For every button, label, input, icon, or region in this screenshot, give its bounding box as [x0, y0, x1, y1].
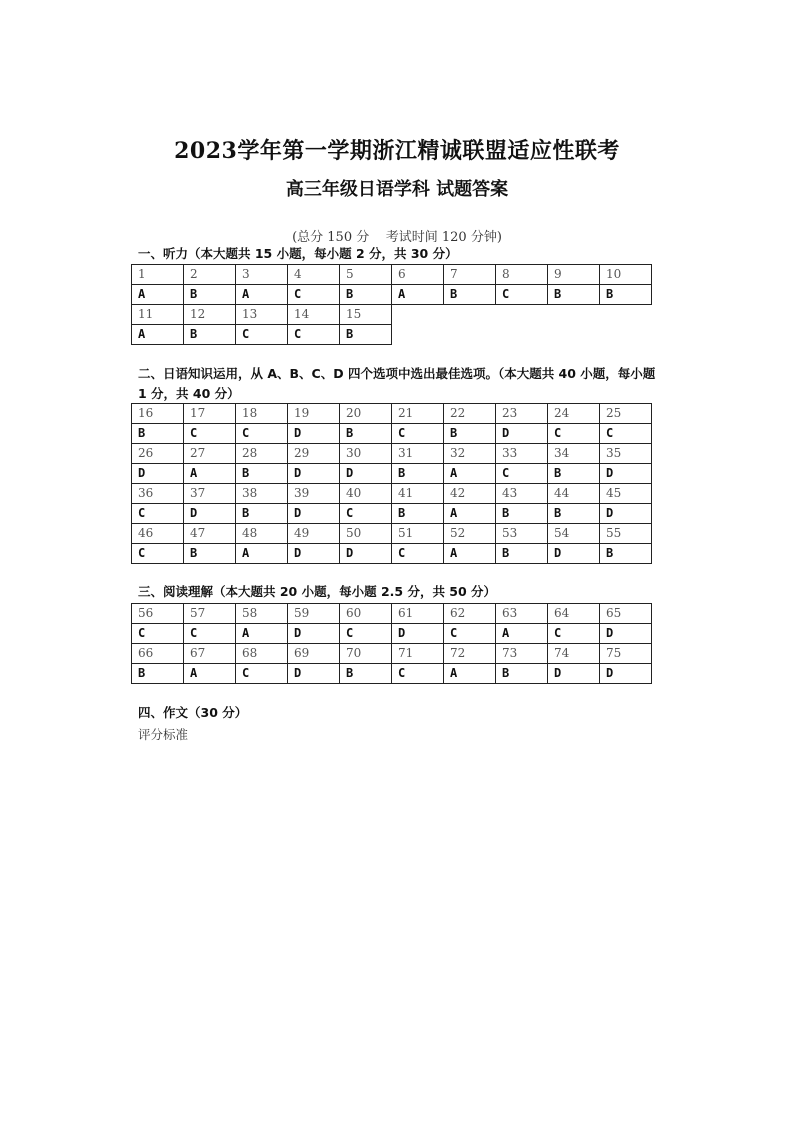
answer-cell: B [496, 504, 548, 524]
section-1-answer-table [131, 264, 652, 345]
answer-cell: A [184, 664, 236, 684]
question-number-cell: 67 [184, 644, 236, 664]
question-number-cell: 52 [444, 524, 496, 544]
answer-cell: B [340, 285, 392, 305]
answer-cell: C [288, 285, 340, 305]
question-number-cell: 18 [236, 404, 288, 424]
answer-cell: B [600, 544, 652, 564]
section-3-heading: 三、阅读理解（本大题共 20 小题，每小题 2.5 分，共 50 分） [138, 584, 497, 599]
answer-cell: D [288, 544, 340, 564]
question-number-cell: 8 [496, 265, 548, 285]
answer-row [132, 664, 652, 684]
question-number-cell: 49 [288, 524, 340, 544]
answer-cell: C [236, 424, 288, 444]
question-number-cell: 26 [132, 444, 184, 464]
question-number-row [132, 604, 652, 624]
answer-cell: D [340, 544, 392, 564]
question-number-cell: 34 [548, 444, 600, 464]
question-number-cell: 3 [236, 265, 288, 285]
answer-cell: D [288, 624, 340, 644]
question-number-cell: 6 [392, 265, 444, 285]
empty-cell [548, 325, 600, 345]
answer-cell: C [184, 424, 236, 444]
empty-cell [444, 305, 496, 325]
answer-cell: D [600, 464, 652, 484]
answer-cell: D [392, 624, 444, 644]
question-number-cell: 33 [496, 444, 548, 464]
answer-cell: B [600, 285, 652, 305]
question-number-row [132, 305, 652, 325]
answer-row [132, 624, 652, 644]
answer-cell: B [184, 325, 236, 345]
answer-cell: D [132, 464, 184, 484]
answer-cell: B [392, 464, 444, 484]
question-number-cell: 31 [392, 444, 444, 464]
answer-cell: B [340, 664, 392, 684]
empty-cell [392, 325, 444, 345]
answer-cell: C [132, 504, 184, 524]
question-number-cell: 29 [288, 444, 340, 464]
question-number-cell: 65 [600, 604, 652, 624]
section-3-answer-table [131, 603, 652, 684]
empty-cell [392, 305, 444, 325]
answer-cell: D [184, 504, 236, 524]
answer-cell: B [132, 664, 184, 684]
answer-cell: A [444, 664, 496, 684]
document-title: 2023学年第一学期浙江精诚联盟适应性联考 [174, 138, 620, 164]
question-number-row [132, 265, 652, 285]
question-number-row [132, 404, 652, 424]
answer-cell: B [236, 464, 288, 484]
question-number-cell: 59 [288, 604, 340, 624]
empty-cell [600, 325, 652, 345]
question-number-cell: 61 [392, 604, 444, 624]
question-number-cell: 73 [496, 644, 548, 664]
scoring-criteria-text: 评分标准 [138, 727, 189, 742]
answer-cell: B [236, 504, 288, 524]
question-number-cell: 9 [548, 265, 600, 285]
question-number-cell: 64 [548, 604, 600, 624]
answer-cell: D [600, 664, 652, 684]
answer-cell: D [548, 664, 600, 684]
answer-cell: A [132, 325, 184, 345]
document-subtitle: 高三年级日语学科 试题答案 [285, 179, 509, 200]
answer-row [132, 285, 652, 305]
answer-cell: B [340, 325, 392, 345]
question-number-cell: 69 [288, 644, 340, 664]
answer-cell: C [132, 624, 184, 644]
question-number-cell: 39 [288, 484, 340, 504]
answer-cell: B [548, 464, 600, 484]
section-4-heading: 四、作文（30 分） [138, 705, 248, 720]
question-number-cell: 60 [340, 604, 392, 624]
answer-cell: B [340, 424, 392, 444]
question-number-cell: 45 [600, 484, 652, 504]
empty-cell [496, 305, 548, 325]
question-number-cell: 11 [132, 305, 184, 325]
answer-row [132, 325, 652, 345]
question-number-cell: 35 [600, 444, 652, 464]
question-number-cell: 41 [392, 484, 444, 504]
answer-cell: D [340, 464, 392, 484]
answer-cell: C [392, 544, 444, 564]
answer-cell: B [496, 544, 548, 564]
answer-cell: B [444, 285, 496, 305]
question-number-cell: 37 [184, 484, 236, 504]
answer-row [132, 504, 652, 524]
question-number-cell: 23 [496, 404, 548, 424]
answer-cell: C [288, 325, 340, 345]
question-number-cell: 68 [236, 644, 288, 664]
question-number-cell: 32 [444, 444, 496, 464]
question-number-cell: 56 [132, 604, 184, 624]
answer-cell: B [548, 504, 600, 524]
answer-row [132, 464, 652, 484]
question-number-cell: 4 [288, 265, 340, 285]
answer-cell: D [288, 504, 340, 524]
question-number-cell: 50 [340, 524, 392, 544]
answer-cell: A [392, 285, 444, 305]
question-number-cell: 13 [236, 305, 288, 325]
answer-cell: A [444, 504, 496, 524]
question-number-cell: 12 [184, 305, 236, 325]
question-number-cell: 16 [132, 404, 184, 424]
question-number-cell: 66 [132, 644, 184, 664]
answer-cell: B [184, 544, 236, 564]
question-number-cell: 15 [340, 305, 392, 325]
answer-cell: B [132, 424, 184, 444]
answer-cell: C [340, 624, 392, 644]
answer-cell: C [236, 664, 288, 684]
answer-cell: A [236, 544, 288, 564]
question-number-cell: 58 [236, 604, 288, 624]
answer-cell: C [340, 504, 392, 524]
answer-cell: A [132, 285, 184, 305]
question-number-cell: 28 [236, 444, 288, 464]
answer-cell: D [288, 424, 340, 444]
question-number-cell: 19 [288, 404, 340, 424]
exam-meta: (总分 150 分 考试时间 120 分钟) [292, 230, 502, 245]
answer-row [132, 544, 652, 564]
answer-cell: A [444, 464, 496, 484]
answer-cell: B [444, 424, 496, 444]
question-number-row [132, 444, 652, 464]
question-number-cell: 71 [392, 644, 444, 664]
answer-cell: D [548, 544, 600, 564]
question-number-cell: 51 [392, 524, 444, 544]
question-number-cell: 62 [444, 604, 496, 624]
question-number-cell: 63 [496, 604, 548, 624]
question-number-cell: 2 [184, 265, 236, 285]
empty-cell [548, 305, 600, 325]
answer-cell: C [236, 325, 288, 345]
answer-cell: D [288, 664, 340, 684]
answer-cell: C [132, 544, 184, 564]
answer-cell: B [548, 285, 600, 305]
answer-cell: C [392, 664, 444, 684]
answer-cell: C [600, 424, 652, 444]
question-number-cell: 5 [340, 265, 392, 285]
answer-row [132, 424, 652, 444]
question-number-cell: 21 [392, 404, 444, 424]
answer-cell: C [548, 424, 600, 444]
answer-cell: B [392, 504, 444, 524]
answer-cell: C [392, 424, 444, 444]
answer-cell: D [600, 624, 652, 644]
question-number-cell: 72 [444, 644, 496, 664]
question-number-cell: 25 [600, 404, 652, 424]
question-number-cell: 44 [548, 484, 600, 504]
question-number-cell: 7 [444, 265, 496, 285]
question-number-cell: 24 [548, 404, 600, 424]
question-number-cell: 75 [600, 644, 652, 664]
answer-cell: C [444, 624, 496, 644]
question-number-cell: 54 [548, 524, 600, 544]
question-number-cell: 47 [184, 524, 236, 544]
answer-cell: C [496, 285, 548, 305]
question-number-cell: 40 [340, 484, 392, 504]
answer-cell: B [496, 664, 548, 684]
question-number-cell: 10 [600, 265, 652, 285]
question-number-cell: 22 [444, 404, 496, 424]
empty-cell [444, 325, 496, 345]
question-number-cell: 55 [600, 524, 652, 544]
question-number-cell: 14 [288, 305, 340, 325]
answer-cell: D [288, 464, 340, 484]
question-number-cell: 43 [496, 484, 548, 504]
question-number-cell: 38 [236, 484, 288, 504]
answer-cell: D [496, 424, 548, 444]
answer-cell: A [496, 624, 548, 644]
answer-cell: A [236, 624, 288, 644]
question-number-cell: 74 [548, 644, 600, 664]
answer-cell: C [496, 464, 548, 484]
question-number-cell: 30 [340, 444, 392, 464]
question-number-cell: 42 [444, 484, 496, 504]
answer-cell: A [184, 464, 236, 484]
answer-cell: B [184, 285, 236, 305]
question-number-cell: 57 [184, 604, 236, 624]
answer-cell: A [236, 285, 288, 305]
question-number-cell: 46 [132, 524, 184, 544]
answer-cell: A [444, 544, 496, 564]
answer-cell: C [184, 624, 236, 644]
question-number-cell: 27 [184, 444, 236, 464]
question-number-row [132, 484, 652, 504]
answer-cell: D [600, 504, 652, 524]
section-2-heading: 二、日语知识运用，从 A、B、C、D 四个选项中选出最佳选项。（本大题共 40 小题，每小题 1 分，共 40 分） [138, 366, 656, 401]
answer-cell: C [548, 624, 600, 644]
question-number-cell: 17 [184, 404, 236, 424]
question-number-row [132, 524, 652, 544]
question-number-cell: 70 [340, 644, 392, 664]
question-number-cell: 48 [236, 524, 288, 544]
question-number-cell: 1 [132, 265, 184, 285]
empty-cell [600, 305, 652, 325]
question-number-cell: 20 [340, 404, 392, 424]
section-2-answer-table [131, 403, 652, 564]
empty-cell [496, 325, 548, 345]
section-1-heading: 一、听力（本大题共 15 小题，每小题 2 分，共 30 分） [138, 246, 458, 261]
question-number-row [132, 644, 652, 664]
question-number-cell: 53 [496, 524, 548, 544]
question-number-cell: 36 [132, 484, 184, 504]
